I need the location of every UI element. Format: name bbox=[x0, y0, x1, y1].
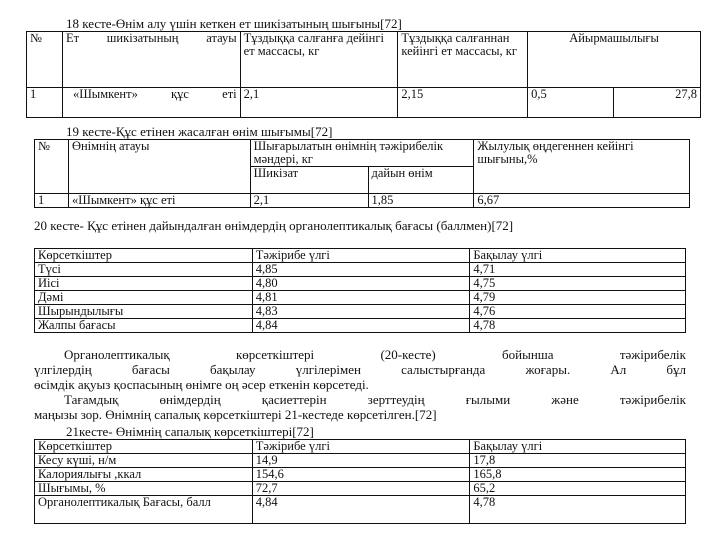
t21-cell: 165,8 bbox=[470, 468, 686, 482]
t20-cell: 4,81 bbox=[252, 291, 470, 305]
table21 bbox=[34, 439, 686, 524]
paragraph-line: Органолептикалық көрсеткіштері (20-кесте) бойынша тәжірибелік bbox=[64, 347, 686, 362]
t19-row-name: «Шымкент» құс еті bbox=[68, 194, 250, 208]
t21-cell: 17,8 bbox=[470, 454, 686, 468]
t19-subheader-raw: Шикізат bbox=[250, 167, 368, 194]
t19-header-loss: Жылулық өңдегеннен кейінгі шығыны,% bbox=[474, 140, 690, 194]
t18-row-diff1: 0,5 bbox=[528, 88, 614, 118]
paragraph-line: өсімдік ақуыз қоспасының өнімге оң әсер еткенін көрсетеді. bbox=[34, 377, 369, 392]
table19-caption: 19 кесте-Құс етінен жасалған өнім шығымы[72] bbox=[66, 124, 333, 139]
t19-row-loss: 6,67 bbox=[474, 194, 690, 208]
t19-header-name: Өнімнің атауы bbox=[68, 140, 250, 194]
table19 bbox=[34, 139, 690, 208]
t20-cell: Иісі bbox=[35, 277, 253, 291]
paragraph-line: Тағамдық өнімдердің қасиеттерін зерттеудің ғылыми және тәжірибелік bbox=[64, 392, 686, 407]
t18-row-after: 2,15 bbox=[398, 88, 528, 118]
t20-cell: 4,84 bbox=[252, 319, 470, 333]
t20-cell: 4,71 bbox=[470, 263, 686, 277]
t21-cell: Кесу күші, н/м bbox=[35, 454, 253, 468]
t21-cell: 154,6 bbox=[252, 468, 470, 482]
t20-cell: 4,85 bbox=[252, 263, 470, 277]
table-row bbox=[35, 263, 686, 277]
t18-header-name: Ет шикізатының атауы bbox=[62, 32, 240, 88]
t21-header-control: Бақылау үлгі bbox=[470, 440, 686, 454]
t21-cell: 4,84 bbox=[252, 496, 470, 524]
table20-caption: 20 кесте- Құс етінен дайындалған өнімдердің органолептикалық бағасы (баллмен)[72] bbox=[34, 218, 514, 233]
t20-cell: Түсі bbox=[35, 263, 253, 277]
t20-cell: Шырындылығы bbox=[35, 305, 253, 319]
t20-cell: Дәмі bbox=[35, 291, 253, 305]
t19-subheader-ready: дайын өнім bbox=[368, 167, 474, 194]
t21-header-experiment: Тәжірибе үлгі bbox=[252, 440, 470, 454]
table18 bbox=[26, 31, 701, 118]
t20-cell: 4,78 bbox=[470, 319, 686, 333]
table-row bbox=[35, 305, 686, 319]
t20-cell: 4,83 bbox=[252, 305, 470, 319]
t18-header-before: Тұздыққа салғанға дейінгі ет массасы, кг bbox=[240, 32, 398, 88]
body-paragraph bbox=[34, 347, 686, 422]
table-row bbox=[35, 496, 686, 524]
t20-cell: 4,80 bbox=[252, 277, 470, 291]
t19-row-raw: 2,1 bbox=[250, 194, 368, 208]
t19-row-ready: 1,85 bbox=[368, 194, 474, 208]
table20 bbox=[34, 248, 686, 333]
t20-cell: 4,76 bbox=[470, 305, 686, 319]
paragraph-line: маңызы зор. Өнімнің сапалық көрсеткіштері 21-кестеде көрсетілген.[72] bbox=[34, 407, 437, 422]
t21-cell: Калориялығы ,ккал bbox=[35, 468, 253, 482]
t18-row-before: 2,1 bbox=[240, 88, 398, 118]
table-row bbox=[35, 468, 686, 482]
t20-cell: 4,75 bbox=[470, 277, 686, 291]
t20-header-indicators: Көрсеткіштер bbox=[35, 249, 253, 263]
table21-caption: 21кесте- Өнімнің сапалық көрсеткіштері[72] bbox=[66, 424, 314, 439]
t18-row-name: «Шымкент» құс еті bbox=[62, 88, 240, 118]
table-row bbox=[35, 454, 686, 468]
t21-cell: Органолептикалық Бағасы, балл bbox=[35, 496, 253, 524]
t18-row-diff2: 27,8 bbox=[614, 88, 701, 118]
table-row bbox=[35, 319, 686, 333]
t19-row-num: 1 bbox=[35, 194, 69, 208]
t21-cell: 72,7 bbox=[252, 482, 470, 496]
t20-header-control: Бақылау үлгі bbox=[470, 249, 686, 263]
t20-cell: Жалпы бағасы bbox=[35, 319, 253, 333]
t21-header-indicators: Көрсеткіштер bbox=[35, 440, 253, 454]
table-row bbox=[35, 291, 686, 305]
t19-header-values: Шығарылатын өнімнің тәжірибелік мәндері, кг bbox=[250, 140, 474, 167]
table18-caption: 18 кесте-Өнім алу үшін кеткен ет шикізатының шығыны[72] bbox=[66, 16, 402, 31]
t18-header-after: Тұздыққа салғаннан кейінгі ет массасы, кг bbox=[398, 32, 528, 88]
t19-header-num: № bbox=[35, 140, 69, 194]
t20-cell: 4,79 bbox=[470, 291, 686, 305]
t18-row-num: 1 bbox=[27, 88, 63, 118]
table-row bbox=[35, 482, 686, 496]
paragraph-line: үлгілердің бағасы бақылау үлгілерімен салыстырғанда жоғары. Ал бұл bbox=[34, 362, 686, 377]
t21-cell: 14,9 bbox=[252, 454, 470, 468]
t21-cell: 4,78 bbox=[470, 496, 686, 524]
t18-header-num: № bbox=[27, 32, 63, 88]
t18-header-diff: Айырмашылығы bbox=[528, 32, 701, 88]
t21-cell: Шығымы, % bbox=[35, 482, 253, 496]
t20-header-experiment: Тәжірибе үлгі bbox=[252, 249, 470, 263]
t21-cell: 65,2 bbox=[470, 482, 686, 496]
table-row bbox=[35, 277, 686, 291]
